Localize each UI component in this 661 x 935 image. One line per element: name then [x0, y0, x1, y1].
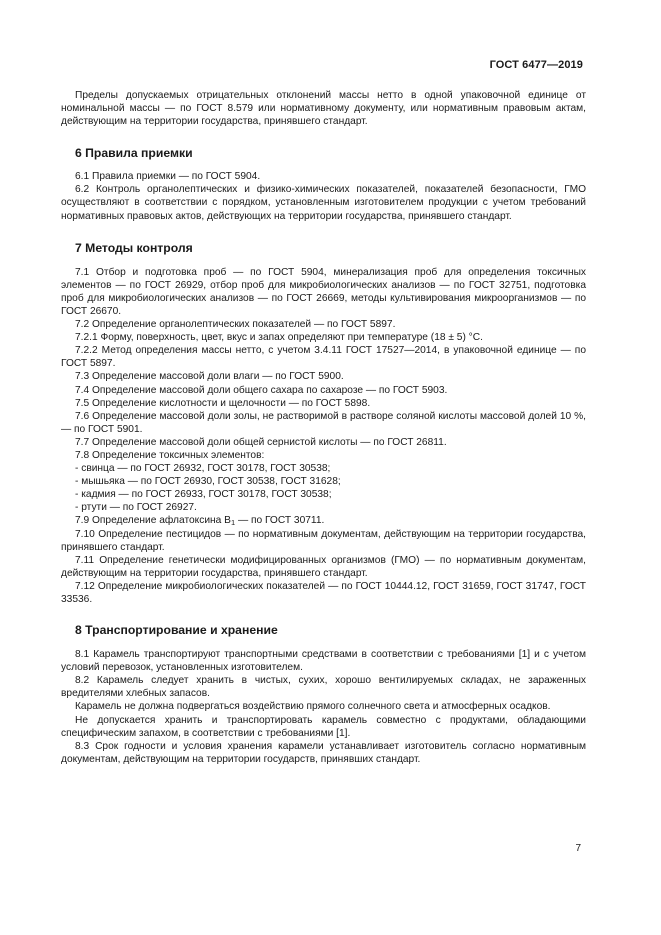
list-item-lead: - свинца — по ГОСТ 26932, ГОСТ 30178, ГОСТ 30538;: [75, 463, 331, 475]
paragraph-7-2-1: 7.2.1 Форму, поверхность, цвет, вкус и запах определяют при температуре (18 ± 5) °С.: [75, 332, 483, 344]
paragraph-7-8: 7.8 Определение токсичных элементов:: [75, 449, 265, 461]
list-item-cadmium: - кадмия — по ГОСТ 26933, ГОСТ 30178, ГОСТ 30538;: [75, 489, 332, 501]
paragraph-7-5: 7.5 Определение кислотности и щелочности — по ГОСТ 5898.: [75, 397, 371, 409]
paragraph-8-2-sunlight: Карамель не должна подвергаться воздействию прямого солнечного света и атмосферных осадков.: [75, 701, 551, 713]
paragraph-7-2-2: 7.2.2 Метод определения массы нетто, с учетом 3.4.11 ГОСТ 17527—2014, в упаковочной единице — по ГОСТ 5897.: [61, 345, 586, 370]
paragraph-8-3: 8.3 Срок годности и условия хранения карамели устанавливает изготовитель согласно нормативным документам, действующим на территории государств, принявших стандарт.: [61, 740, 586, 765]
aflatoxin-subscript: 1: [230, 518, 236, 528]
paragraph-7-2: 7.2 Определение органолептических показателей — по ГОСТ 5897.: [75, 319, 396, 331]
paragraph-7-7: 7.7 Определение массовой доли общей сернистой кислоты — по ГОСТ 26811.: [75, 436, 447, 448]
paragraph-7-3: 7.3 Определение массовой доли влаги — по ГОСТ 5900.: [75, 371, 344, 383]
paragraph-7-12: 7.12 Определение микробиологических показателей — по ГОСТ 10444.12, ГОСТ 31659, ГОСТ 31747, ГОСТ 33536.: [61, 580, 586, 605]
paragraph-6-1: 6.1 Правила приемки — по ГОСТ 5904.: [75, 171, 261, 183]
paragraph-7-9: [61, 514, 586, 527]
paragraph-8-2: 8.2 Карамель следует хранить в чистых, сухих, хорошо вентилируемых складах, не зараженных вредителями хлебных запасов.: [61, 675, 586, 700]
page-number: 7: [575, 843, 581, 854]
paragraph-7-4: 7.4 Определение массовой доли общего сахара по сахарозе — по ГОСТ 5903.: [75, 384, 448, 396]
list-item-mercury: - ртути — по ГОСТ 26927.: [75, 502, 197, 514]
paragraph-net-mass-tolerance: Пределы допускаемых отрицательных отклонений массы нетто в одной упаковочной единице от номинальной массы — по ГОСТ 8.579 или нормативному документу, или нормативным правовым актам, действующим на территории государства, принявшего стандарт.: [61, 90, 586, 128]
paragraph-7-1: 7.1 Отбор и подготовка проб — по ГОСТ 5904, минерализация проб для определения токсичных элементов — по ГОСТ 26929, отбор проб для микробиологических анализов — по ГОСТ 32751, подготовка проб для микробиологических анализов — по ГОСТ 26669, методы культивирования микроорганизмов — по ГОСТ 26670.: [61, 266, 586, 317]
paragraph-8-1: 8.1 Карамель транспортируют транспортными средствами в соответствии с требованиями [1] и с учетом условий перевозок, установленных изготовителем.: [61, 649, 586, 674]
paragraph-7-10: 7.10 Определение пестицидов — по нормативным документам, действующим на территории государства, принявшего стандарт.: [61, 528, 586, 553]
paragraph-7-6: 7.6 Определение массовой доли золы, не растворимой в растворе соляной кислоты массовой долей 10 %, — по ГОСТ 5901.: [61, 410, 586, 435]
list-item-arsenic: - мышьяка — по ГОСТ 26930, ГОСТ 30538, ГОСТ 31628;: [75, 476, 341, 488]
document-code-header: ГОСТ 6477—2019: [489, 59, 583, 71]
section-6-heading: 6 Правила приемки: [75, 146, 193, 161]
aflatoxin-text: 7.9 Определение афлатоксина В: [75, 515, 231, 527]
paragraph-6-2: 6.2 Контроль органолептических и физико-химических показателей, показателей безопасности, ГМО осуществляют в соответствии с порядком, установленным изготовителем продукции с учетом требований нормативных правовых актов, действующих на территории государства, принявшего стандарт.: [61, 184, 586, 222]
paragraph-7-11: 7.11 Определение генетически модифицированных организмов (ГМО) — по нормативным документам, действующим на территории государства, принявшего стандарт.: [61, 554, 586, 579]
section-8-heading: 8 Транспортирование и хранение: [75, 623, 278, 638]
section-7-heading: 7 Методы контроля: [75, 240, 193, 255]
aflatoxin-ref: — по ГОСТ 30711.: [235, 515, 325, 527]
paragraph-8-2-odor: Не допускается хранить и транспортировать карамель совместно с продуктами, обладающими специфическим запахом, в соответствии с требованиями [1].: [61, 714, 586, 739]
page-content: [61, 89, 586, 766]
